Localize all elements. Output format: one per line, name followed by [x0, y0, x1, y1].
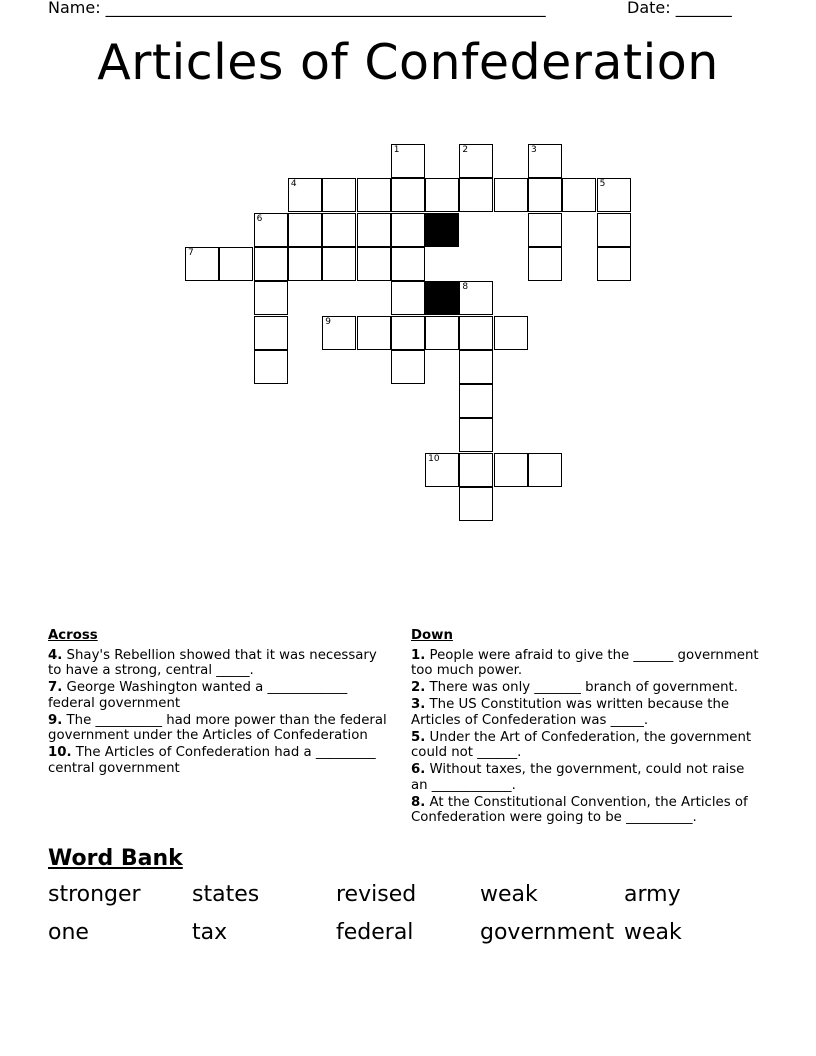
clue-number: 7.	[48, 680, 63, 695]
across-heading: Across	[48, 628, 98, 643]
word-bank-word: weak	[480, 882, 538, 907]
across-clue	[48, 648, 393, 679]
down-clue	[411, 795, 761, 826]
grid-cell[interactable]	[459, 178, 493, 212]
down-clue	[411, 680, 761, 696]
clue-text: The Articles of Confederation had a _________ central government	[48, 745, 376, 776]
grid-cell[interactable]	[459, 418, 493, 452]
grid-cell[interactable]	[391, 178, 425, 212]
clue-text: George Washington wanted a ____________ federal government	[48, 680, 348, 711]
grid-cell[interactable]	[494, 453, 528, 487]
grid-cell[interactable]	[459, 384, 493, 418]
grid-cell[interactable]	[357, 213, 391, 247]
cell-number: 10	[428, 453, 440, 464]
clue-number: 6.	[411, 762, 426, 777]
page-title: Articles of Confederation	[97, 34, 719, 91]
grid-cell[interactable]	[322, 213, 356, 247]
cell-number: 3	[531, 145, 537, 155]
grid-cell[interactable]	[459, 281, 493, 315]
cell-number: 5	[599, 179, 606, 190]
grid-cell[interactable]	[494, 316, 528, 350]
grid-cell[interactable]	[425, 453, 459, 487]
grid-cell[interactable]	[288, 213, 322, 247]
grid-cell[interactable]	[322, 247, 356, 281]
grid-cell[interactable]	[597, 213, 631, 247]
grid-cell[interactable]	[391, 213, 425, 247]
grid-cell[interactable]	[425, 178, 459, 212]
cell-number: 4	[290, 179, 297, 190]
grid-cell[interactable]	[459, 144, 493, 178]
clue-number: 1.	[411, 647, 426, 663]
clue-text: Shay's Rebellion showed that it was necessary to have a strong, central _____.	[48, 647, 377, 678]
clue-number: 5.	[411, 729, 426, 745]
cell-number: 7	[188, 247, 194, 258]
date-line: Date: _______	[627, 0, 732, 17]
clue-number: 4.	[48, 647, 63, 663]
grid-cell[interactable]	[391, 144, 425, 178]
name-line: Name: _______________________________________________________	[48, 0, 546, 17]
clue-text: At the Constitutional Convention, the Articles of Confederation were going to be __________.	[411, 794, 748, 825]
word-bank-word: army	[624, 882, 681, 907]
grid-cell[interactable]	[288, 247, 322, 281]
word-bank-word: one	[48, 920, 89, 945]
grid-cell[interactable]	[391, 316, 425, 350]
down-heading: Down	[411, 628, 453, 643]
grid-cell[interactable]	[597, 247, 631, 281]
across-clue	[48, 680, 393, 711]
word-bank-word: weak	[624, 920, 682, 945]
cell-number: 9	[325, 316, 331, 327]
grid-cell[interactable]	[528, 144, 562, 178]
grid-cell[interactable]	[391, 281, 425, 315]
grid-cell[interactable]	[288, 178, 322, 212]
down-clue	[411, 730, 761, 761]
grid-cell[interactable]	[391, 350, 425, 384]
word-bank-word: government	[480, 920, 615, 945]
clue-number: 10.	[48, 745, 72, 760]
clue-text: The US Constitution was written because the Articles of Confederation was _____.	[411, 697, 730, 728]
word-bank-word: states	[192, 882, 260, 907]
cell-number: 8	[462, 282, 469, 293]
grid-cell[interactable]	[322, 178, 356, 212]
clue-number: 9.	[48, 712, 63, 728]
grid-cell[interactable]	[528, 453, 562, 487]
grid-cell[interactable]	[562, 178, 596, 212]
black-cell	[425, 213, 459, 247]
black-cell	[425, 281, 459, 315]
clue-number: 3.	[411, 697, 426, 712]
grid-cell[interactable]	[459, 350, 493, 384]
down-clue	[411, 697, 761, 728]
across-clue	[48, 713, 393, 744]
across-clues	[48, 628, 393, 778]
grid-cell[interactable]	[459, 487, 493, 521]
clue-text: People were afraid to give the ______ government too much power.	[411, 647, 759, 678]
grid-cell[interactable]	[254, 316, 288, 350]
grid-cell[interactable]	[494, 178, 528, 212]
clue-text: The __________ had more power than the federal government under the Articles of Confederation	[48, 712, 387, 743]
grid-cell[interactable]	[185, 247, 219, 281]
grid-cell[interactable]	[459, 316, 493, 350]
grid-cell[interactable]	[254, 350, 288, 384]
word-bank-word: revised	[336, 882, 417, 907]
grid-cell[interactable]	[597, 178, 631, 212]
word-bank-word: tax	[192, 920, 228, 945]
grid-cell[interactable]	[357, 316, 391, 350]
clue-text: Under the Art of Confederation, the government could not ______.	[411, 729, 752, 760]
clue-number: 2.	[411, 680, 426, 695]
grid-cell[interactable]	[357, 247, 391, 281]
grid-cell[interactable]	[391, 247, 425, 281]
grid-cell[interactable]	[219, 247, 253, 281]
word-bank-title: Word Bank	[48, 846, 183, 871]
down-clues	[411, 628, 761, 827]
cell-number: 6	[256, 213, 263, 224]
word-bank-word: federal	[336, 920, 414, 945]
grid-cell[interactable]	[254, 281, 288, 315]
clue-text: Without taxes, the government, could not raise an ____________.	[411, 762, 745, 793]
word-bank-word: stronger	[48, 882, 141, 907]
down-clue	[411, 648, 761, 679]
grid-cell[interactable]	[425, 316, 459, 350]
grid-cell[interactable]	[528, 247, 562, 281]
clue-text: There was only _______ branch of government.	[429, 680, 738, 695]
grid-cell[interactable]	[528, 213, 562, 247]
cell-number: 1	[393, 145, 400, 155]
grid-cell[interactable]	[322, 316, 356, 350]
clue-number: 8.	[411, 794, 426, 810]
grid-cell[interactable]	[357, 178, 391, 212]
grid-cell[interactable]	[528, 178, 562, 212]
across-clue	[48, 745, 393, 776]
grid-cell[interactable]	[459, 453, 493, 487]
grid-cell[interactable]	[254, 247, 288, 281]
down-clue	[411, 762, 761, 793]
cell-number: 2	[462, 145, 469, 155]
grid-cell[interactable]	[254, 213, 288, 247]
